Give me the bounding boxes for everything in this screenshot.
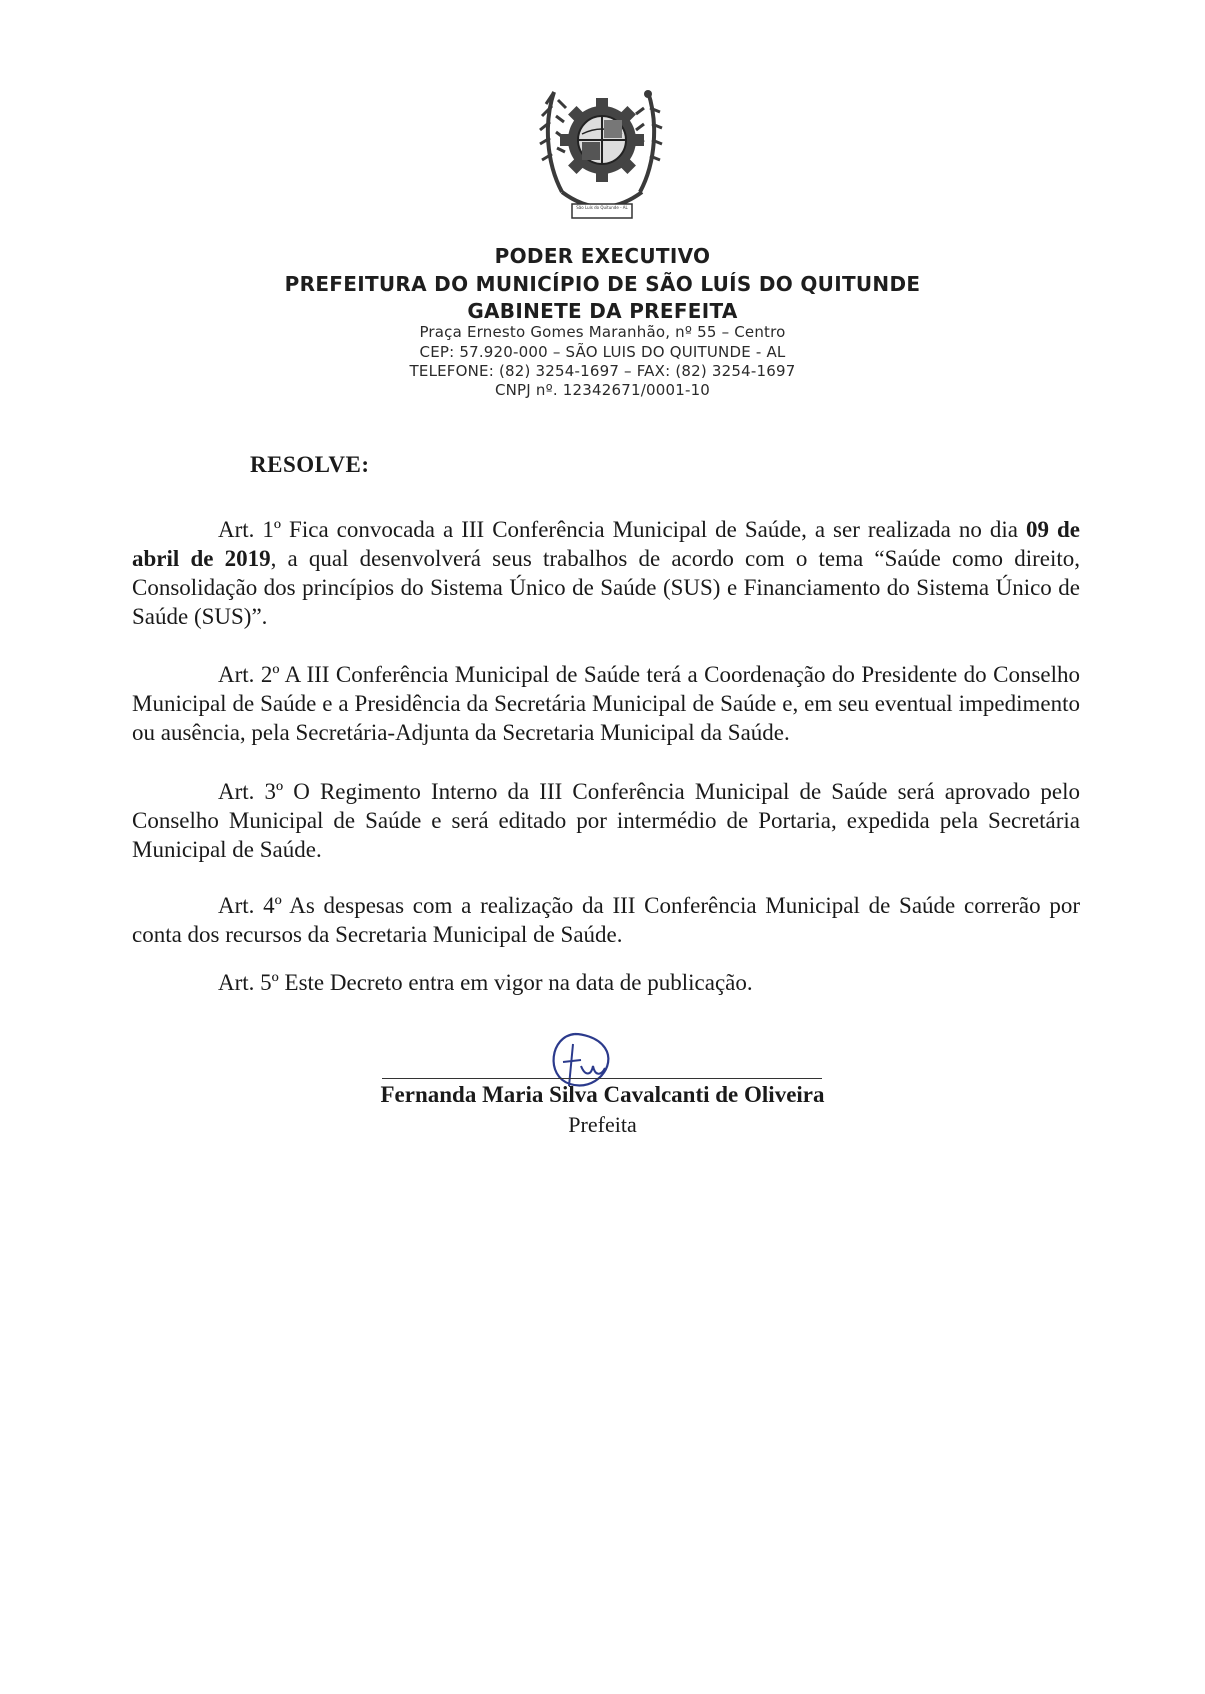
signatory-name: Fernanda Maria Silva Cavalcanti de Oliveira [380, 1082, 825, 1107]
header-line-prefeitura: PREFEITURA DO MUNICÍPIO DE SÃO LUÍS DO QUITUNDE [284, 272, 921, 296]
article-2: Art. 2º A III Conferência Municipal de Saúde terá a Coordenação do Presidente do Conselho Municipal de Saúde e a Presidência da Secretária Municipal de Saúde e, em seu eventual impedimento ou ausência, pela Secretária-Adjunta da Secretaria Municipal da Saúde. [132, 662, 1080, 745]
signatory-role: Prefeita [568, 1112, 637, 1137]
signature-line [382, 1078, 822, 1079]
header-cep: CEP: 57.920-000 – SÃO LUIS DO QUITUNDE - AL [419, 343, 786, 361]
header-cnpj: CNPJ nº. 12342671/0001-10 [494, 381, 711, 399]
header-address: Praça Ernesto Gomes Maranhão, nº 55 – Centro [419, 323, 786, 341]
header-line-gabinete: GABINETE DA PREFEITA [467, 299, 738, 323]
article-1-text-pre: Art. 1º Fica convocada a III Conferência Municipal de Saúde, a ser realizada no dia [218, 517, 1026, 542]
article-4: Art. 4º As despesas com a realização da III Conferência Municipal de Saúde correrão por conta dos recursos da Secretaria Municipal de Saúde. [132, 893, 1080, 947]
emblem-caption: São Luís do Quitunde - AL [576, 205, 628, 210]
article-1 [132, 515, 1080, 631]
article-1-date: 09 de abril de 2019 [132, 517, 1081, 571]
article-5: Art. 5º Este Decreto entra em vigor na data de publicação. [218, 970, 753, 995]
resolve-heading: RESOLVE: [250, 452, 370, 477]
header-line-poder-executivo: PODER EXECUTIVO [494, 244, 711, 268]
article-1-text-post: , a qual desenvolverá seus trabalhos de acordo com o tema “Saúde como direito, Consolidação dos princípios do Sistema Único de Saúde (SUS) e Financiamento do Sistema Único de Saúde (SUS)”. [132, 546, 1080, 629]
header-phone: TELEFONE: (82) 3254-1697 – FAX: (82) 3254-1697 [409, 362, 796, 380]
article-3: Art. 3º O Regimento Interno da III Conferência Municipal de Saúde será aprovado pelo Conselho Municipal de Saúde e será editado por intermédio de Portaria, expedida pela Secretária Municipal de Saúde. [132, 779, 1080, 862]
